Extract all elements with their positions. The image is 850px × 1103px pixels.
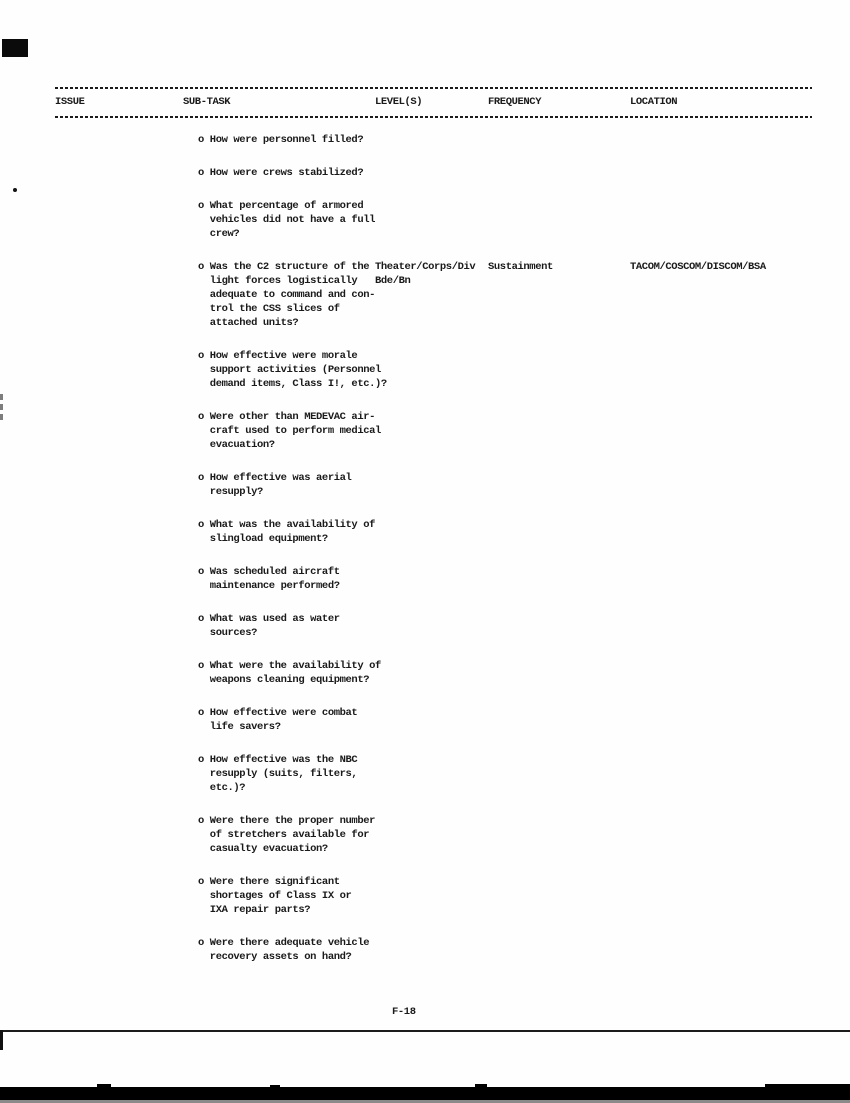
subtask-line: sources? xyxy=(198,627,258,639)
table-row xyxy=(0,471,850,499)
subtask-line: casualty evacuation? xyxy=(198,843,328,855)
table-row xyxy=(0,260,850,330)
subtask-cell xyxy=(198,349,850,391)
subtask-line: adequate to command and con- xyxy=(198,289,376,301)
location-cell-line: TACOM/COSCOM/DISCOM/BSA xyxy=(630,261,766,273)
table-row xyxy=(0,659,850,687)
location-cell xyxy=(630,260,766,274)
table-row xyxy=(0,753,850,795)
scan-artifact-left-edge-dashes xyxy=(0,394,3,422)
subtask-line: attached units? xyxy=(198,317,299,329)
scan-artifact-top-left-mark xyxy=(2,39,28,57)
subtask-line: life savers? xyxy=(198,721,281,733)
column-header-frequency: FREQUENCY xyxy=(488,96,542,108)
subtask-line: resupply (suits, filters, xyxy=(198,768,358,780)
table-row xyxy=(0,706,850,734)
table-top-rule xyxy=(55,87,812,89)
table-row xyxy=(0,133,850,147)
subtask-line: o Were there adequate vehicle xyxy=(198,937,370,949)
level-cell-line: Theater/Corps/Div xyxy=(375,261,476,273)
scan-artifact-left-strip xyxy=(0,1030,3,1050)
frequency-cell xyxy=(488,260,553,274)
subtask-line: o How were personnel filled? xyxy=(198,134,364,146)
subtask-line: o Was the C2 structure of the xyxy=(198,261,370,273)
column-header-subtask: SUB-TASK xyxy=(183,96,231,108)
subtask-line: evacuation? xyxy=(198,439,275,451)
subtask-cell xyxy=(198,565,850,593)
table-row xyxy=(0,349,850,391)
subtask-line: o Was scheduled aircraft xyxy=(198,566,340,578)
subtask-line: o How effective were morale xyxy=(198,350,358,362)
subtask-cell xyxy=(198,410,850,452)
table-row xyxy=(0,199,850,241)
table-row xyxy=(0,814,850,856)
subtask-line: o Were other than MEDEVAC air- xyxy=(198,411,376,423)
subtask-line: o Were there significant xyxy=(198,876,340,888)
subtask-cell xyxy=(198,166,850,180)
scan-artifact-bottom-bar xyxy=(0,1087,850,1100)
table-row xyxy=(0,410,850,452)
subtask-cell xyxy=(198,659,850,687)
subtask-cell xyxy=(198,706,850,734)
subtask-line: craft used to perform medical xyxy=(198,425,381,437)
subtask-cell xyxy=(198,471,850,499)
table-row xyxy=(0,166,850,180)
subtask-line: weapons cleaning equipment? xyxy=(198,674,370,686)
subtask-cell xyxy=(198,612,850,640)
subtask-cell xyxy=(198,875,850,917)
subtask-line: o How were crews stabilized? xyxy=(198,167,364,179)
table-row xyxy=(0,565,850,593)
subtask-cell xyxy=(198,518,850,546)
subtask-cell xyxy=(198,133,850,147)
page-number: F-18 xyxy=(392,1006,416,1018)
column-header-levels: LEVEL(S) xyxy=(375,96,423,108)
subtask-line: maintenance performed? xyxy=(198,580,340,592)
subtask-cell xyxy=(198,814,850,856)
table-row xyxy=(0,518,850,546)
subtask-line: IXA repair parts? xyxy=(198,904,311,916)
subtask-line: crew? xyxy=(198,228,240,240)
scan-artifact-dot xyxy=(13,188,17,192)
column-header-issue: ISSUE xyxy=(55,96,85,108)
subtask-line: o How effective were combat xyxy=(198,707,358,719)
subtask-line: light forces logistically xyxy=(198,275,358,287)
subtask-line: demand items, Class I!, etc.)? xyxy=(198,378,387,390)
level-cell-line: Bde/Bn xyxy=(375,275,411,287)
frequency-cell-line: Sustainment xyxy=(488,261,553,273)
column-header-location: LOCATION xyxy=(630,96,678,108)
level-cell xyxy=(375,260,475,288)
subtask-line: o What was the availability of xyxy=(198,519,376,531)
subtask-line: o How effective was aerial xyxy=(198,472,352,484)
subtask-line: o What percentage of armored xyxy=(198,200,364,212)
subtask-line: etc.)? xyxy=(198,782,246,794)
subtask-line: o How effective was the NBC xyxy=(198,754,358,766)
subtask-cell xyxy=(198,199,850,241)
subtask-cell xyxy=(198,753,850,795)
subtask-line: o Were there the proper number xyxy=(198,815,376,827)
subtask-line: slingload equipment? xyxy=(198,533,328,545)
subtask-line: o What was used as water xyxy=(198,613,340,625)
subtask-cell xyxy=(198,936,850,964)
subtask-line: o What were the availability of xyxy=(198,660,381,672)
table-body xyxy=(0,133,850,983)
subtask-line: vehicles did not have a full xyxy=(198,214,376,226)
subtask-line: of stretchers available for xyxy=(198,829,370,841)
table-header-rule xyxy=(55,116,812,118)
table-row xyxy=(0,612,850,640)
scan-artifact-thin-line xyxy=(0,1030,850,1032)
subtask-line: recovery assets on hand? xyxy=(198,951,352,963)
subtask-line: support activities (Personnel xyxy=(198,364,381,376)
subtask-line: trol the CSS slices of xyxy=(198,303,340,315)
table-column-headers xyxy=(0,96,850,110)
subtask-line: shortages of Class IX or xyxy=(198,890,352,902)
subtask-line: resupply? xyxy=(198,486,263,498)
table-row xyxy=(0,875,850,917)
table-row xyxy=(0,936,850,964)
